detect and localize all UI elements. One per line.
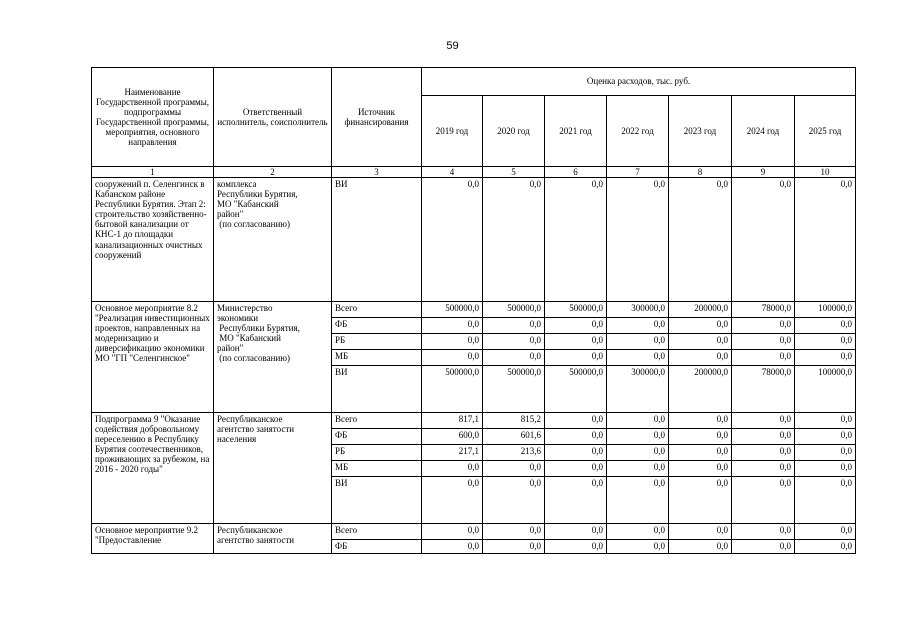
value-cell: 0,0: [422, 461, 483, 477]
value-cell: 601,6: [483, 429, 545, 445]
executor-line: МО "Кабанский: [217, 199, 279, 210]
column-number-row: [92, 167, 856, 178]
program-name-cell: сооружений п. Селенгинск в Кабанском районе Республики Бурятия. Этап 2: строительство хозяйственно-бытовой канализации от КНС-1 до площадки канализационных очистных сооружений: [92, 178, 214, 302]
value-cell: 300000,0: [607, 302, 669, 318]
executor-cell: [214, 524, 332, 554]
value-cell: 500000,0: [422, 302, 483, 318]
column-number: 5: [483, 167, 545, 178]
funding-source-cell: ФБ: [332, 540, 422, 554]
value-cell: 0,0: [422, 334, 483, 350]
funding-source-cell: Всего: [332, 302, 422, 318]
value-cell: 0,0: [545, 477, 607, 524]
executor-line: район": [217, 343, 244, 354]
column-number: 10: [795, 167, 856, 178]
value-cell: 0,0: [795, 413, 856, 429]
value-cell: 0,0: [732, 429, 795, 445]
column-number: 6: [545, 167, 607, 178]
value-cell: 0,0: [483, 178, 545, 302]
value-cell: 0,0: [732, 477, 795, 524]
executor-line: экономики: [217, 313, 259, 324]
value-cell: 0,0: [669, 429, 732, 445]
header-source: Источник финансирования: [332, 68, 422, 167]
value-cell: 0,0: [669, 477, 732, 524]
value-cell: 0,0: [607, 429, 669, 445]
value-cell: 0,0: [422, 540, 483, 554]
table-row: [92, 413, 856, 429]
value-cell: 0,0: [607, 445, 669, 461]
column-number: 4: [422, 167, 483, 178]
executor-line: комплекса: [217, 179, 257, 190]
executor-line: Республиканское: [217, 414, 283, 425]
funding-source-cell: МБ: [332, 350, 422, 366]
executor-line: агентство занятости: [217, 535, 295, 546]
value-cell: 600,0: [422, 429, 483, 445]
column-number: 7: [607, 167, 669, 178]
budget-table: [91, 67, 856, 554]
value-cell: 0,0: [545, 178, 607, 302]
column-number: 9: [732, 167, 795, 178]
value-cell: 500000,0: [483, 302, 545, 318]
value-cell: 0,0: [545, 350, 607, 366]
value-cell: 0,0: [607, 334, 669, 350]
value-cell: 0,0: [732, 334, 795, 350]
value-cell: 0,0: [545, 429, 607, 445]
value-cell: 217,1: [422, 445, 483, 461]
value-cell: 0,0: [669, 524, 732, 540]
value-cell: 0,0: [483, 334, 545, 350]
value-cell: 0,0: [669, 318, 732, 334]
column-number: 8: [669, 167, 732, 178]
value-cell: 200000,0: [669, 302, 732, 318]
value-cell: 0,0: [607, 178, 669, 302]
executor-line: Министерство: [217, 303, 273, 314]
value-cell: 0,0: [483, 461, 545, 477]
table-body: [92, 178, 856, 554]
value-cell: 0,0: [607, 540, 669, 554]
column-number: 3: [332, 167, 422, 178]
value-cell: 0,0: [669, 334, 732, 350]
value-cell: 0,0: [545, 334, 607, 350]
column-number: 1: [92, 167, 214, 178]
value-cell: 300000,0: [607, 366, 669, 413]
funding-source-cell: РБ: [332, 445, 422, 461]
value-cell: 0,0: [732, 540, 795, 554]
value-cell: 0,0: [795, 524, 856, 540]
value-cell: 500000,0: [545, 302, 607, 318]
column-number: 2: [214, 167, 332, 178]
funding-source-cell: Всего: [332, 524, 422, 540]
value-cell: 0,0: [422, 477, 483, 524]
value-cell: 0,0: [545, 461, 607, 477]
value-cell: 0,0: [795, 445, 856, 461]
funding-source-cell: МБ: [332, 461, 422, 477]
value-cell: 0,0: [669, 445, 732, 461]
value-cell: 0,0: [669, 540, 732, 554]
value-cell: 817,1: [422, 413, 483, 429]
value-cell: 0,0: [669, 461, 732, 477]
value-cell: 0,0: [483, 477, 545, 524]
program-name-cell: Основное мероприятие 8.2 "Реализация инвестиционных проектов, направленных на модернизацию и диверсификацию экономики МО "ГП "Селенгинское": [92, 302, 214, 413]
value-cell: 0,0: [732, 445, 795, 461]
value-cell: 0,0: [607, 318, 669, 334]
table-row: [92, 302, 856, 318]
value-cell: 0,0: [795, 318, 856, 334]
value-cell: 78000,0: [732, 366, 795, 413]
table-row: [92, 524, 856, 540]
value-cell: 500000,0: [545, 366, 607, 413]
header-year: 2025 год: [795, 95, 856, 166]
value-cell: 0,0: [795, 540, 856, 554]
executor-line: Республики Бурятия,: [217, 189, 298, 200]
value-cell: 213,6: [483, 445, 545, 461]
executor-line: населения: [217, 434, 257, 445]
value-cell: 0,0: [483, 350, 545, 366]
funding-source-cell: ВИ: [332, 477, 422, 524]
executor-cell: [214, 302, 332, 413]
header-year: 2021 год: [545, 95, 607, 166]
header-year: 2024 год: [732, 95, 795, 166]
value-cell: 0,0: [732, 413, 795, 429]
funding-source-cell: ФБ: [332, 318, 422, 334]
table-row: [92, 178, 856, 302]
header-executor: Ответственный исполнитель, соисполнитель: [214, 68, 332, 167]
header-name: Наименование Государственной программы, подпрограммы Государственной программы, мероприятия, основного направления: [92, 68, 214, 167]
value-cell: 0,0: [607, 413, 669, 429]
value-cell: 0,0: [545, 445, 607, 461]
value-cell: 0,0: [732, 318, 795, 334]
value-cell: 0,0: [483, 318, 545, 334]
value-cell: 0,0: [732, 524, 795, 540]
value-cell: 100000,0: [795, 366, 856, 413]
funding-source-cell: РБ: [332, 334, 422, 350]
program-name-cell: Основное мероприятие 9.2 "Предоставление: [92, 524, 214, 554]
value-cell: 0,0: [607, 461, 669, 477]
executor-line: агентство занятости: [217, 424, 295, 435]
value-cell: 0,0: [607, 524, 669, 540]
page-number: 59: [446, 40, 459, 52]
value-cell: 100000,0: [795, 302, 856, 318]
value-cell: 0,0: [483, 540, 545, 554]
value-cell: 0,0: [422, 350, 483, 366]
value-cell: 0,0: [545, 318, 607, 334]
value-cell: 0,0: [795, 350, 856, 366]
value-cell: 0,0: [795, 334, 856, 350]
value-cell: 0,0: [545, 540, 607, 554]
value-cell: 0,0: [422, 318, 483, 334]
funding-source-cell: Всего: [332, 413, 422, 429]
executor-line: Республиканское: [217, 525, 283, 536]
value-cell: 200000,0: [669, 366, 732, 413]
header-year: 2020 год: [483, 95, 545, 166]
value-cell: 0,0: [545, 413, 607, 429]
funding-source-cell: ВИ: [332, 178, 422, 302]
value-cell: 500000,0: [422, 366, 483, 413]
value-cell: 0,0: [545, 524, 607, 540]
program-name-cell: Подпрограмма 9 "Оказание содействия добровольному переселению в Республику Бурятия соотечественников, проживающих за рубежом, на 2016 - 2020 годы": [92, 413, 214, 524]
value-cell: 0,0: [669, 413, 732, 429]
value-cell: 0,0: [732, 461, 795, 477]
funding-source-cell: ВИ: [332, 366, 422, 413]
executor-line: район": [217, 209, 244, 220]
value-cell: 0,0: [795, 178, 856, 302]
executor-line: (по согласованию): [217, 219, 291, 230]
executor-cell: [214, 178, 332, 302]
header-year: 2019 год: [422, 95, 483, 166]
header-estimate: Оценка расходов, тыс. руб.: [422, 68, 856, 96]
value-cell: 78000,0: [732, 302, 795, 318]
value-cell: 0,0: [607, 477, 669, 524]
value-cell: 0,0: [669, 178, 732, 302]
executor-line: Республики Бурятия,: [217, 323, 300, 334]
executor-line: (по согласованию): [217, 353, 291, 364]
value-cell: 0,0: [422, 178, 483, 302]
header-year: 2022 год: [607, 95, 669, 166]
executor-line: МО "Кабанский: [217, 333, 281, 344]
funding-source-cell: ФБ: [332, 429, 422, 445]
value-cell: 0,0: [795, 461, 856, 477]
value-cell: 0,0: [422, 524, 483, 540]
value-cell: 0,0: [607, 350, 669, 366]
value-cell: 815,2: [483, 413, 545, 429]
value-cell: 0,0: [795, 429, 856, 445]
header-year: 2023 год: [669, 95, 732, 166]
value-cell: 0,0: [795, 477, 856, 524]
value-cell: 0,0: [483, 524, 545, 540]
value-cell: 0,0: [732, 178, 795, 302]
executor-cell: [214, 413, 332, 524]
value-cell: 0,0: [669, 350, 732, 366]
value-cell: 500000,0: [483, 366, 545, 413]
value-cell: 0,0: [732, 350, 795, 366]
